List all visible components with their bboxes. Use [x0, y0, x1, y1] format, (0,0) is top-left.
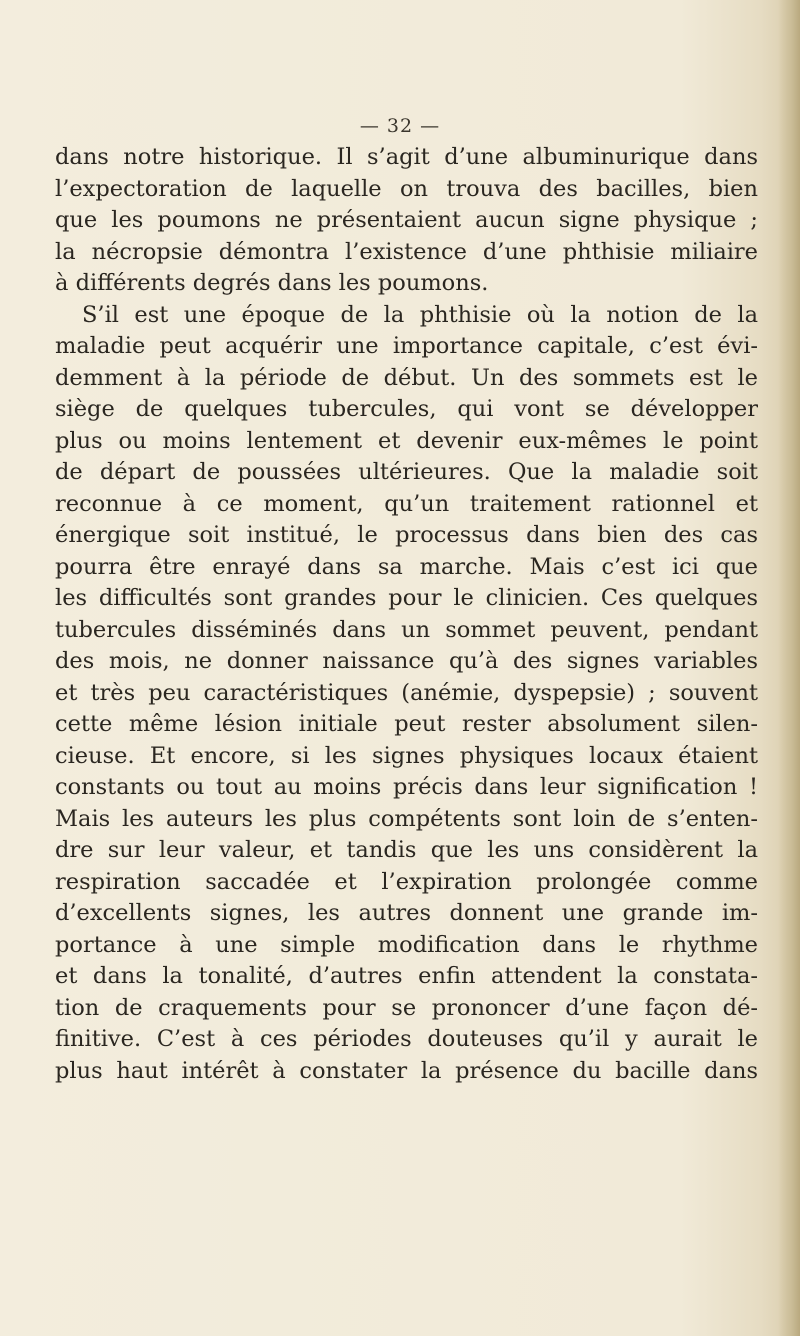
text-line: et très peu caractéristiques (anémie, dyspepsie) ; souvent: [55, 679, 758, 706]
text-line: constants ou tout au moins précis dans leur signification !: [55, 774, 758, 800]
text-line: tubercules disséminés dans un sommet peuvent, pendant: [55, 616, 758, 643]
page-number: — 32 —: [359, 115, 441, 137]
page-edge-shadow: [778, 0, 800, 1336]
text-line: la nécropsie démontra l’existence d’une phthisie miliaire: [55, 238, 758, 265]
text-line: de départ de poussées ultérieures. Que la maladie soit: [55, 459, 758, 485]
text-line: plus haut intérêt à constater la présence du bacille dans: [55, 1057, 758, 1084]
paragraph-start-line: S’il est une époque de la phthisie où la notion de la: [82, 301, 758, 328]
text-line: à différents degrés dans les poumons.: [55, 270, 489, 296]
text-line: tion de craquements pour se prononcer d’une façon dé-: [55, 994, 758, 1021]
text-line: cieuse. Et encore, si les signes physiques locaux étaient: [55, 742, 758, 769]
text-line: dans notre historique. Il s’agit d’une albuminurique dans: [55, 144, 758, 170]
text-line: l’expectoration de laquelle on trouva des bacilles, bien: [55, 175, 758, 202]
text-line: siège de quelques tubercules, qui vont se développer: [55, 396, 758, 422]
text-line: Mais les auteurs les plus compétents sont loin de s’enten-: [55, 805, 758, 832]
text-line: reconnue à ce moment, qu’un traitement rationnel et: [55, 490, 758, 517]
text-line: les difficultés sont grandes pour le clinicien. Ces quelques: [55, 585, 758, 611]
text-line: dre sur leur valeur, et tandis que les uns considèrent la: [55, 837, 758, 863]
text-line: que les poumons ne présentaient aucun signe physique ;: [55, 207, 758, 233]
text-line: des mois, ne donner naissance qu’à des signes variables: [55, 648, 758, 674]
text-line: portance à une simple modification dans le rhythme: [55, 931, 758, 958]
text-line: maladie peut acquérir une importance capitale, c’est évi-: [55, 333, 758, 359]
text-line: demment à la période de début. Un des sommets est le: [55, 364, 758, 391]
text-line: finitive. C’est à ces périodes douteuses qu’il y aurait le: [55, 1026, 758, 1052]
body-text: [55, 142, 758, 1087]
text-line: énergique soit institué, le processus dans bien des cas: [55, 522, 758, 548]
text-line: cette même lésion initiale peut rester absolument silen-: [55, 711, 758, 737]
text-line: pourra être enrayé dans sa marche. Mais c’est ici que: [55, 553, 758, 580]
text-line: respiration saccadée et l’expiration prolongée comme: [55, 868, 758, 895]
text-line: d’excellents signes, les autres donnent une grande im-: [55, 900, 758, 926]
text-line: et dans la tonalité, d’autres enfin attendent la constata-: [55, 963, 758, 989]
text-line: plus ou moins lentement et devenir eux-mêmes le point: [55, 427, 758, 454]
